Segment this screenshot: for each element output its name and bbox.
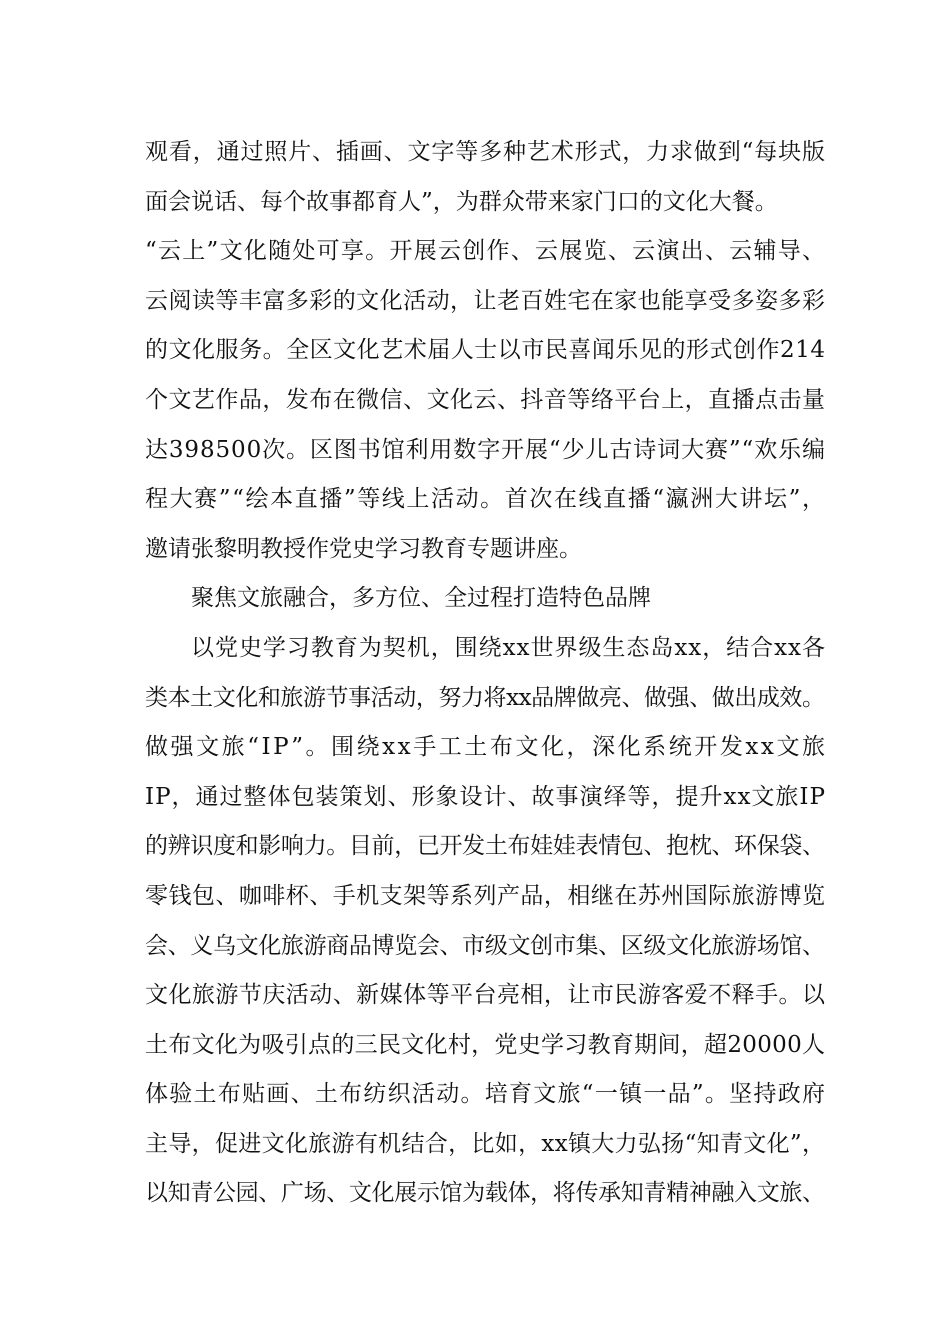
text-line: 达398500次。区图书馆利用数字开展“少儿古诗词大赛”“欢乐编 [145, 436, 826, 463]
text-line: 邀请张黎明教授作党史学习教育专题讲座。 [145, 535, 582, 562]
text-line: 以党史学习教育为契机，围绕xx世界级生态岛xx，结合xx各 [191, 634, 826, 661]
text-line: 程大赛”“绘本直播”等线上活动。首次在线直播“瀛洲大讲坛”， [145, 486, 827, 513]
text-line: 的文化服务。全区文化艺术届人士以市民喜闻乐见的形式创作214 [145, 337, 826, 364]
text-line: 体验土布贴画、土布纺织活动。培育文旅“一镇一品”。坚持政府 [145, 1081, 827, 1108]
text-line: 主导，促进文化旅游有机结合，比如，xx镇大力弘扬“知青文化”， [145, 1130, 826, 1157]
text-line: 类本土文化和旅游节事活动，努力将xx品牌做亮、做强、做出成效。 [145, 684, 825, 711]
body-text [145, 128, 828, 1219]
text-line: 云阅读等丰富多彩的文化活动，让老百姓宅在家也能享受多姿多彩 [145, 287, 826, 314]
text-line: 面会说话、每个故事都育人”，为群众带来家门口的文化大餐。 [145, 188, 778, 215]
text-line: “云上”文化随处可享。开展云创作、云展览、云演出、云辅导、 [145, 238, 827, 265]
text-line: 零钱包、咖啡杯、手机支架等系列产品，相继在苏州国际旅游博览 [145, 882, 826, 909]
text-line: 文化旅游节庆活动、新媒体等平台亮相，让市民游客爱不释手。以 [145, 982, 826, 1009]
text-line: 会、义乌文化旅游商品博览会、市级文创市集、区级文化旅游场馆、 [145, 932, 825, 959]
text-line: 的辨识度和影响力。目前，已开发土布娃娃表情包、抱枕、环保袋、 [145, 833, 825, 860]
text-line: 做强文旅“IP”。围绕xx手工土布文化，深化系统开发xx文旅 [145, 734, 828, 761]
text-line: 个文艺作品，发布在微信、文化云、抖音等络平台上，直播点击量 [145, 386, 826, 413]
text-line: 土布文化为吸引点的三民文化村，党史学习教育期间，超20000人 [145, 1031, 826, 1058]
text-line: IP，通过整体包装策划、形象设计、故事演绎等，提升xx文旅IP [145, 783, 826, 810]
text-line: 以知青公园、广场、文化展示馆为载体，将传承知青精神融入文旅、 [145, 1180, 825, 1207]
text-line: 观看，通过照片、插画、文字等多种艺术形式，力求做到“每块版 [145, 139, 826, 165]
section-heading: 聚焦文旅融合，多方位、全过程打造特色品牌 [191, 585, 651, 612]
